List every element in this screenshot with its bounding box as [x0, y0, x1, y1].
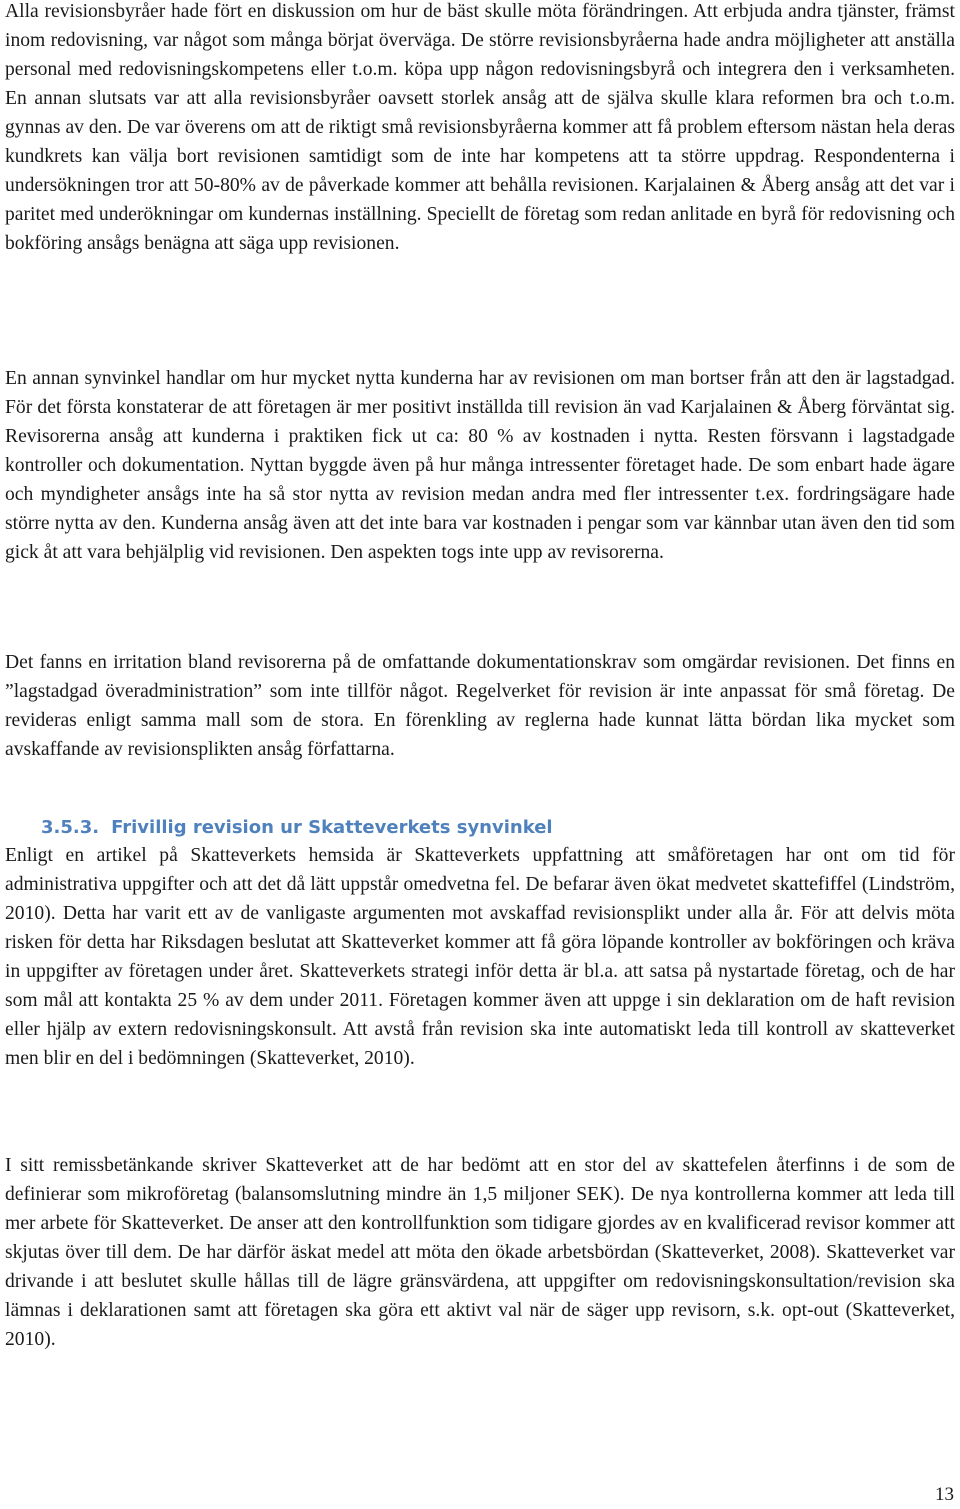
- section-heading-number: 3.5.3.: [41, 817, 100, 838]
- paragraph-5: I sitt remissbetänkande skriver Skatteverket att de har bedömt att en stor del av skattefelen återfinns i de som de definierar som mikroföretag (balansomslutning mindre än 1,5 miljoner SEK). De nya kontrollerna kommer att leda till mer arbete för Skatteverket. De anser att den kontrollfunktion som tidigare gjordes av en kvalificerad revisor kommer att skjutas över till dem. De har därför äskat medel att möta den ökade arbetsbördan (Skatteverket, 2008). Skatteverket var drivande i att beslutet skulle hållas till de lägre gränsvärdena, att uppgifter om redovisningskonsultation/revision ska lämnas i deklarationen samt att företagen ska göra ett aktivt val när de säger upp revisorn, s.k. opt-out (Skatteverket, 2010).: [5, 1155, 955, 1350]
- paragraph-2: En annan synvinkel handlar om hur mycket nytta kunderna har av revisionen om man bortser från att den är lagstadgad. För det första konstaterar de att företagen är mer positivt inställda till revision än vad Karjalainen & Åberg förväntat sig. Revisorerna ansåg att kunderna i praktiken fick ut ca: 80 % av kostnaden i nytta. Resten försvann i lagstadgade kontroller och dokumentation. Nyttan byggde även på hur många intressenter företaget hade. De som enbart hade ägare och myndigheter ansågs inte ha så stor nytta av revision medan andra med fler intressenter t.ex. fordringsägare hade större nytta av den. Kunderna ansåg även att det inte bara var kostnaden i pengar som var kännbar utan även den tid som gick åt att vara behjälplig vid revisionen. Den aspekten togs inte upp av revisorerna.: [5, 368, 955, 563]
- paragraph-1: Alla revisionsbyråer hade fört en diskussion om hur de bäst skulle möta förändringen. Att erbjuda andra tjänster, främst inom redovisning, var något som många börjat överväga. De större revisionsbyråerna hade andra möjligheter att anställa personal med redovisningskompetens eller t.o.m. köpa upp någon redovisningsbyrå och integrera den i verksamheten. En annan slutsats var att alla revisionsbyråer oavsett storlek ansåg att de själva skulle klara reformen bra och t.o.m. gynnas av den. De var överens om att de riktigt små revisionsbyråerna kommer att få problem eftersom nästan hela deras kundkrets kan välja bort revisionen samtidigt som de inte har kompetens att ta större uppdrag. Respondenterna i undersökningen tror att 50-80% av de påverkade kommer att behålla revisionen. Karjalainen & Åberg ansåg att det var i paritet med underökningar om kundernas inställning. Speciellt de företag som redan anlitade en byrå för redovisning och bokföring ansågs benägna att säga upp revisionen.: [5, 1, 955, 254]
- section-heading-title: Frivillig revision ur Skatteverkets synvinkel: [111, 817, 553, 838]
- paragraph-4: Enligt en artikel på Skatteverkets hemsida är Skatteverkets uppfattning att småföretagen har ont om tid för administrativa uppgifter och att det då lätt uppstår omedvetna fel. De befarar även ökat medvetet skattefiffel (Lindström, 2010). Detta har varit ett av de vanligaste argumenten mot avskaffad revisionsplikt under alla år. För att delvis möta risken för detta har Riksdagen beslutat att Skatteverket kommer att få göra löpande kontroller av bokföringen och kräva in uppgifter av företagen under året. Skatteverkets strategi inför detta är bl.a. att satsa på nystartade företag, och de har som mål att kontakta 25 % av dem under 2011. Företagen kommer även att uppge i sin deklaration om de haft revision eller hjälp av extern redovisningskonsult. Att avstå från revision ska inte automatiskt leda till kontroll av skatteverket men blir en del i bedömningen (Skatteverket, 2010).: [5, 845, 955, 1069]
- paragraph-3: Det fanns en irritation bland revisorerna på de omfattande dokumentationskrav som omgärdar revisionen. Det finns en ”lagstadgad överadministration” som inte tillför något. Regelverket för revision är inte anpassat för små företag. De revideras enligt samma mall som de stora. En förenkling av reglerna hade kunnat lätta bördan lika mycket som avskaffande av revisionsplikten ansåg författarna.: [5, 652, 955, 760]
- section-heading: [41, 813, 553, 843]
- page-number: 13: [935, 1484, 954, 1505]
